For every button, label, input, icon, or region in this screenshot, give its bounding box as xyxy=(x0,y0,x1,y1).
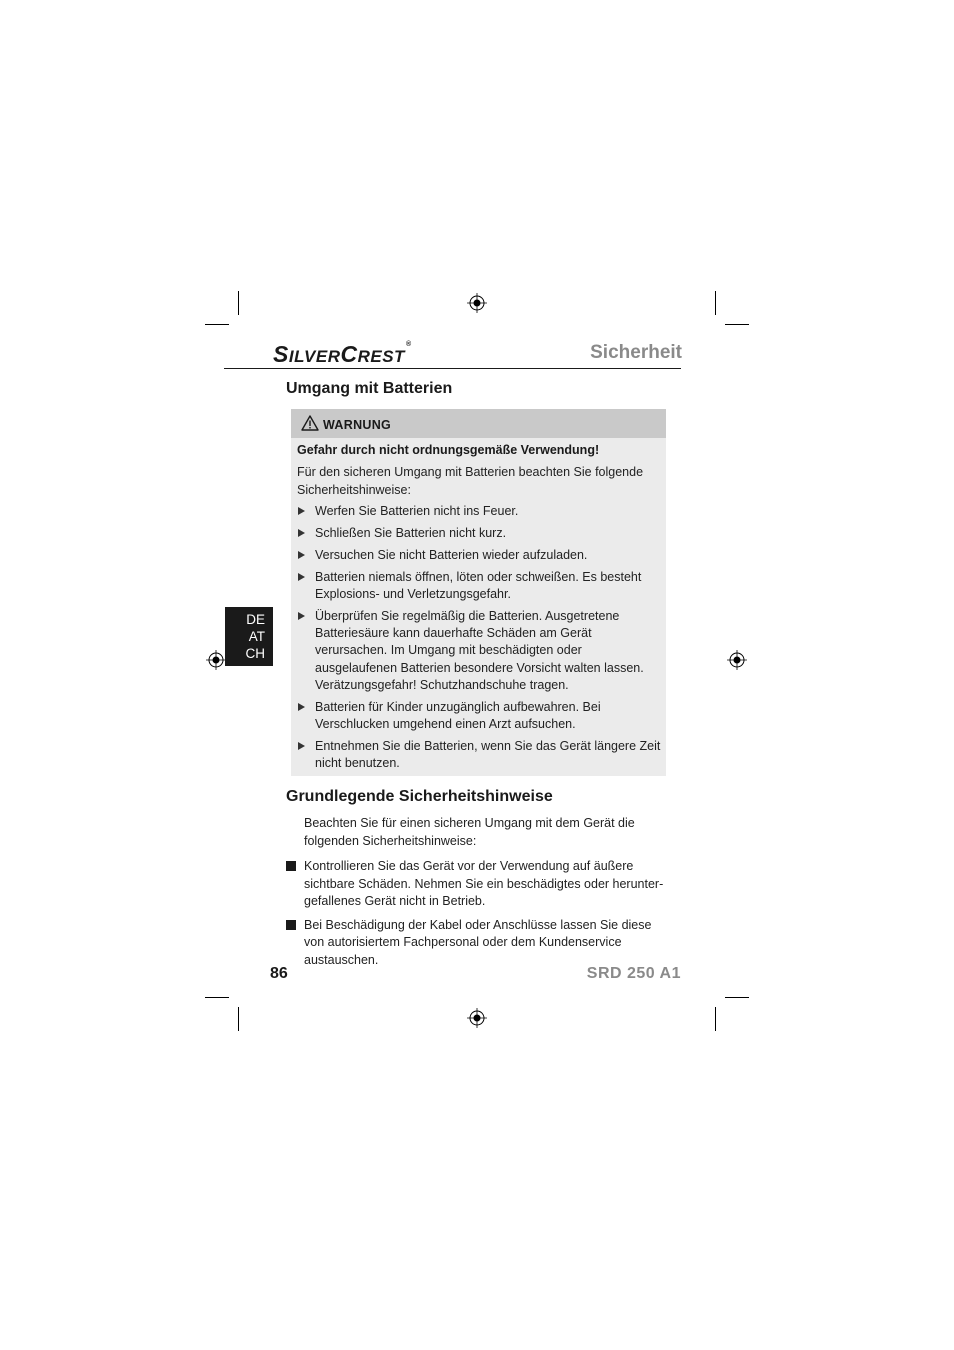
warning-list xyxy=(297,503,662,777)
registration-mark-icon xyxy=(727,650,747,670)
general-safety-heading: Grundlegende Sicherheitshinweise xyxy=(286,788,553,805)
page-number: 86 xyxy=(270,965,288,982)
batteries-heading: Umgang mit Batterien xyxy=(286,380,453,397)
list-item: Bei Beschädigung der Kabel oder Anschlüsse lassen Sie diese von autorisiertem Fachpersonal oder dem Kundenservice austauschen. xyxy=(286,917,670,970)
list-item: Entnehmen Sie die Batterien, wenn Sie das Gerät längere Zeit nicht benutzen. xyxy=(297,738,662,773)
arrow-bullet-icon xyxy=(298,507,305,515)
warning-intro: Für den sicheren Umgang mit Batterien beachten Sie folgende Sicherheitshinweise: xyxy=(297,465,644,497)
arrow-bullet-icon xyxy=(298,742,305,750)
list-item: Kontrollieren Sie das Gerät vor der Verwendung auf äußere sichtbare Schäden. Nehmen Sie ein beschädigtes oder heruntergefallenes Gerät nicht in Betrieb. xyxy=(286,858,670,911)
crop-mark xyxy=(238,1007,239,1031)
warning-header xyxy=(291,409,666,438)
list-item: Batterien niemals öffnen, löten oder schweißen. Es besteht Explosions- und Verletzungsgefahr. xyxy=(297,569,662,604)
general-safety-list xyxy=(286,858,670,975)
arrow-bullet-icon xyxy=(298,703,305,711)
warning-box xyxy=(291,409,666,776)
list-item: Batterien für Kinder unzugänglich aufbewahren. Bei Verschlucken umgehend einen Arzt aufsuchen. xyxy=(297,699,662,734)
arrow-bullet-icon xyxy=(298,573,305,581)
language-code: AT xyxy=(248,629,265,644)
crop-mark xyxy=(725,324,749,325)
square-bullet-icon xyxy=(286,920,296,930)
silvercrest-logo: SILVERCREST® xyxy=(273,341,412,367)
warning-subtitle: Gefahr durch nicht ordnungsgemäße Verwendung! xyxy=(297,443,600,457)
warning-label: WARNUNG xyxy=(323,418,392,432)
section-title: Sicherheit xyxy=(590,342,682,363)
registration-mark-icon xyxy=(467,1008,487,1028)
arrow-bullet-icon xyxy=(298,529,305,537)
model-number: SRD 250 A1 xyxy=(586,965,681,982)
language-tab xyxy=(225,607,273,666)
general-safety-intro: Beachten Sie für einen sicheren Umgang mit dem Gerät die folgenden Sicherheitshinweise: xyxy=(304,816,635,848)
crop-mark xyxy=(715,291,716,315)
arrow-bullet-icon xyxy=(298,551,305,559)
language-code: CH xyxy=(245,646,265,661)
crop-mark xyxy=(205,997,229,998)
header-rule xyxy=(224,368,681,369)
warning-triangle-icon xyxy=(301,415,319,431)
list-item: Versuchen Sie nicht Batterien wieder aufzuladen. xyxy=(297,547,662,564)
registration-mark-icon xyxy=(467,293,487,313)
crop-mark xyxy=(715,1007,716,1031)
arrow-bullet-icon xyxy=(298,612,305,620)
list-item: Schließen Sie Batterien nicht kurz. xyxy=(297,525,662,542)
crop-mark xyxy=(205,324,229,325)
crop-mark xyxy=(725,997,749,998)
list-item: Werfen Sie Batterien nicht ins Feuer. xyxy=(297,503,662,520)
registration-mark-icon xyxy=(206,650,226,670)
language-code: DE xyxy=(246,612,265,627)
crop-mark xyxy=(238,291,239,315)
square-bullet-icon xyxy=(286,861,296,871)
list-item: Überprüfen Sie regelmäßig die Batterien. Ausgetretene Batteriesäure kann dauerhafte Schäden am Gerät verursachen. Im Umgang mit beschädigten oder ausgelaufenen Batterien besondere Vorsicht walten lassen. Verätzungsgefahr! Schutzhandschuhe tragen. xyxy=(297,608,662,694)
